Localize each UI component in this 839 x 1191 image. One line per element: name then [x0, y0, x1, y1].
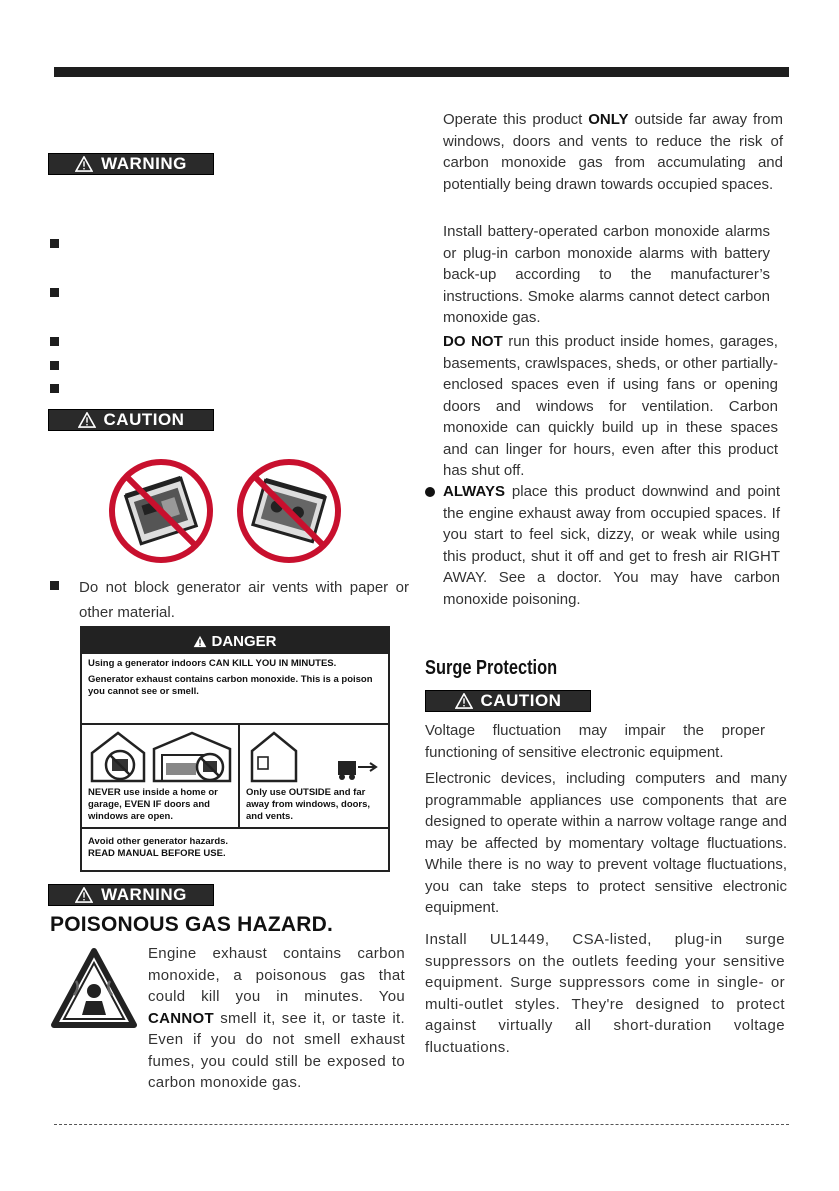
caution-label-surge	[425, 690, 591, 712]
right-paragraph-4	[443, 481, 780, 610]
only-outside-text: Only use OUTSIDE and far away from windows, doors, and vents.	[246, 787, 371, 822]
caution-label-left	[48, 409, 214, 431]
right-paragraph-2: Install battery-operated carbon monoxide alarms or plug-in carbon monoxide alarms with battery back-up according to the manufacturer’s instructions. Smoke alarms cannot detect carbon monoxide gas.	[443, 223, 770, 326]
surge-paragraph-1: Voltage fluctuation may impair the proper functioning of sensitive electronic equipment.	[425, 722, 765, 761]
toxic-gas-warning-icon	[50, 945, 138, 1033]
never-inside-text: NEVER use inside a home or garage, EVEN IF doors and windows are open.	[88, 787, 218, 822]
warning-triangle-icon	[75, 156, 93, 172]
caution-label-text: CAUTION	[103, 410, 185, 429]
p4-text: place this product downwind and point the engine exhaust away from occupied spaces. If you start to feel sick, dizzy, or weak while using this product, shut it off and get to fresh air RIGHT AWAY. See a doctor. You may have carbon monoxide poisoning.	[443, 483, 780, 608]
danger-footer-2: READ MANUAL BEFORE USE.	[88, 848, 226, 859]
outside-far-away-icon	[246, 729, 382, 783]
danger-line-1: Using a generator indoors CAN KILL YOU IN MINUTES.	[88, 658, 337, 669]
bullet-square	[50, 239, 59, 248]
p3-bold: DO NOT	[443, 333, 503, 350]
house-garage-prohibited-icon	[88, 729, 232, 783]
warning-label-text: WARNING	[101, 885, 187, 904]
bullet-square	[50, 337, 59, 346]
surge-protection-title: Surge Protection	[425, 657, 558, 679]
warning-triangle-icon	[78, 412, 96, 428]
danger-header	[82, 628, 388, 654]
warning-triangle-icon	[75, 887, 93, 903]
p1-bold: ONLY	[588, 111, 629, 128]
caution-label-text: CAUTION	[480, 691, 562, 710]
bullet-square	[50, 288, 59, 297]
vents-note: Do not block generator air vents with paper or other material.	[79, 579, 409, 621]
bullet-square	[50, 361, 59, 370]
footer-dashed-rule	[54, 1124, 789, 1125]
warning-label-gas	[48, 884, 214, 906]
danger-line-2: Generator exhaust contains carbon monoxide. This is a poison you cannot see or smell.	[88, 674, 373, 697]
bullet-square	[50, 384, 59, 393]
right-paragraph-1	[443, 109, 783, 195]
no-blocking-vents-illustration-2	[236, 458, 342, 564]
right-paragraph-3	[443, 331, 778, 482]
surge-paragraph-2: Electronic devices, including computers and many programmable appliances use components that are designed to operate within a narrow voltage range and may be affected by momentary voltage fluctuations. While there is no way to prevent voltage fluctuations, you can take steps to protect sensitive electronic equipment.	[425, 770, 787, 916]
poisonous-gas-title: POISONOUS GAS HAZARD.	[50, 913, 334, 936]
danger-triangle-icon	[193, 635, 207, 648]
header-bar	[54, 67, 789, 77]
p3-text: run this product inside homes, garages, basements, crawlspaces, sheds, or other partially-enclosed spaces even if using fans or opening doors and windows for ventilation. Carbon monoxide can quickly build up in these spaces and can linger for hours, even after this product has shut off.	[443, 333, 778, 479]
gas-text-2: smell it, see it, or taste it. Even if you do not smell exhaust fumes, you could still be exposed to carbon monoxide gas.	[148, 1009, 405, 1091]
warning-label-top	[48, 153, 214, 175]
no-blocking-vents-illustration-1	[108, 458, 214, 564]
danger-footer-1: Avoid other generator hazards.	[88, 836, 229, 847]
gas-text-1: Engine exhaust contains carbon monoxide, a poisonous gas that could kill you in minutes. You	[148, 945, 405, 1005]
danger-pictogram-row	[82, 723, 388, 829]
danger-panel	[80, 626, 390, 872]
gas-hazard-paragraph	[148, 943, 405, 1094]
p1-text-b: outside far away from windows, doors and vents to reduce the risk of carbon monoxide gas from accumulating and potentially being drawn towards occupied spaces.	[443, 111, 784, 193]
p4-bold: ALWAYS	[443, 483, 505, 500]
bullet-dot	[425, 487, 435, 497]
only-outside-cell	[240, 725, 388, 827]
surge-paragraph-3: Install UL1449, CSA-listed, plug-in surge suppressors on the outlets feeding your sensitive equipment. Surge suppressors come in single- or multi-outlet styles. They're designed to protect against virtually all short-duration voltage fluctuations.	[425, 931, 785, 1056]
danger-label: DANGER	[211, 632, 277, 650]
bullet-square	[50, 581, 59, 590]
p1-text-a: Operate this product	[443, 111, 589, 128]
warning-label-text: WARNING	[101, 154, 187, 173]
never-inside-cell	[82, 725, 240, 827]
gas-text-bold: CANNOT	[148, 1009, 214, 1027]
warning-triangle-icon	[455, 693, 473, 709]
